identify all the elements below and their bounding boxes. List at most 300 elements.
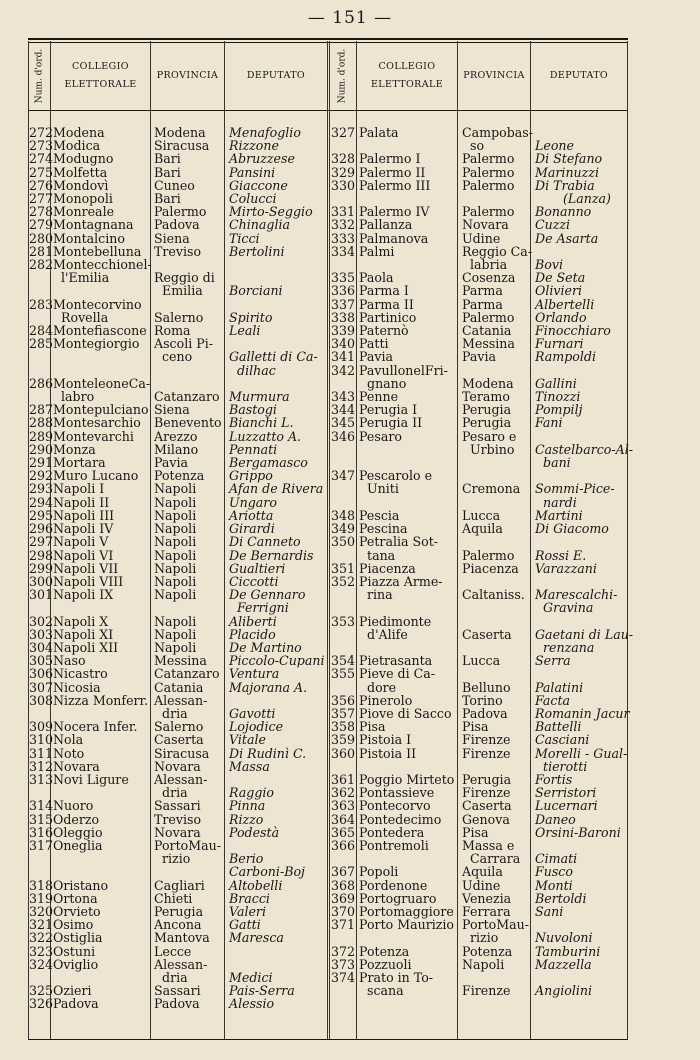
provincia-cell: Catania bbox=[462, 323, 512, 339]
collegio-cell: Palmanova bbox=[359, 230, 429, 246]
deputato-cell: Podestà bbox=[229, 824, 280, 840]
provincia-cell: Alessan- dria bbox=[154, 956, 208, 985]
collegio-cell: Pallanza bbox=[359, 217, 413, 233]
row-number: 276 bbox=[29, 177, 54, 193]
provincia-cell: Pavia bbox=[462, 349, 497, 365]
table-row bbox=[331, 945, 629, 958]
row-number: 311 bbox=[29, 745, 54, 761]
collegio-cell: Nola bbox=[53, 732, 84, 748]
row-number: 358 bbox=[331, 719, 356, 735]
table-row bbox=[331, 799, 629, 812]
deputato-cell: Di Giacomo bbox=[535, 521, 609, 537]
provincia-cell: Venezia bbox=[462, 890, 512, 906]
provincia-cell: Sassari bbox=[154, 798, 201, 814]
collegio-cell: Ostuni bbox=[53, 943, 96, 959]
collegio-cell: Palermo I bbox=[359, 151, 421, 167]
header-deputato-left: DEPUTATO bbox=[246, 69, 306, 81]
deputato-cell: Murmura bbox=[229, 389, 290, 405]
collegio-cell: Nizza Monferr. bbox=[53, 692, 149, 708]
deputato-cell: Gatti bbox=[229, 917, 261, 933]
collegio-cell: Pozzuoli bbox=[359, 956, 412, 972]
row-number: 303 bbox=[29, 626, 54, 642]
provincia-cell: Aquila bbox=[462, 521, 503, 537]
collegio-cell: Monreale bbox=[53, 204, 115, 220]
table-row bbox=[331, 232, 629, 245]
table-row bbox=[331, 126, 629, 152]
collegio-cell: Napoli III bbox=[53, 507, 115, 523]
table-row bbox=[331, 879, 629, 892]
row-number: 344 bbox=[331, 402, 356, 418]
provincia-cell: Perugia bbox=[462, 402, 512, 418]
collegio-cell: Muro Lucano bbox=[53, 468, 139, 484]
table-row bbox=[29, 958, 329, 984]
table-row bbox=[29, 298, 329, 324]
collegio-cell: Pistoia I bbox=[359, 732, 412, 748]
deputato-cell: Pais-Serra bbox=[229, 983, 295, 999]
deputato-cell: Majorana A. bbox=[229, 679, 308, 695]
deputato-cell: Di Trabia (Lanza) bbox=[535, 177, 611, 207]
deputato-cell: Rossi E. bbox=[535, 547, 587, 563]
table-row bbox=[29, 733, 329, 746]
deputato-cell: Raggio bbox=[229, 785, 275, 801]
table-row bbox=[331, 416, 629, 429]
table-row bbox=[331, 179, 629, 205]
table-row bbox=[29, 945, 329, 958]
deputato-cell: Finocchiaro bbox=[535, 323, 611, 339]
table-row bbox=[331, 575, 629, 615]
provincia-cell: Napoli bbox=[154, 626, 197, 642]
table-row bbox=[29, 892, 329, 905]
deputato-cell: Di Rudinì C. bbox=[229, 745, 307, 761]
row-number: 323 bbox=[29, 943, 54, 959]
collegio-cell: Oneglia bbox=[53, 837, 103, 853]
provincia-cell: Pesaro e Urbino bbox=[462, 428, 517, 457]
row-number: 337 bbox=[331, 296, 356, 312]
deputato-cell: Afan de Rivera bbox=[229, 481, 324, 497]
provincia-cell: Milano bbox=[154, 441, 199, 457]
provincia-cell: Napoli bbox=[154, 587, 197, 603]
row-number: 370 bbox=[331, 903, 356, 919]
collegio-cell: Popoli bbox=[359, 864, 399, 880]
collegio-cell: Perugia I bbox=[359, 402, 418, 418]
provincia-cell: Padova bbox=[154, 217, 200, 233]
provincia-cell: Messina bbox=[154, 653, 207, 669]
deputato-cell: Morelli - Gual- tierotti bbox=[535, 745, 628, 774]
row-number: 371 bbox=[331, 917, 356, 933]
row-number: 352 bbox=[331, 573, 356, 589]
provincia-cell: Siracusa bbox=[154, 745, 210, 761]
collegio-cell: Montefiascone bbox=[53, 323, 147, 339]
collegio-cell: Modugno bbox=[53, 151, 114, 167]
row-number: 287 bbox=[29, 402, 54, 418]
provincia-cell: Salerno bbox=[154, 309, 204, 325]
collegio-cell: Napoli XI bbox=[53, 626, 114, 642]
row-number: 367 bbox=[331, 864, 356, 880]
deputato-cell: Valeri bbox=[229, 903, 266, 919]
collegio-cell: Napoli IV bbox=[53, 521, 114, 537]
deputato-cell: Rizzo bbox=[229, 811, 264, 827]
provincia-cell: Napoli bbox=[462, 956, 505, 972]
deputato-cell: Cimati bbox=[535, 851, 578, 867]
provincia-cell: Alessan- dria bbox=[154, 771, 208, 801]
deputato-cell: Berio bbox=[229, 851, 264, 867]
collegio-cell: Pesaro bbox=[359, 428, 402, 444]
deputato-cell: Bracci bbox=[229, 890, 270, 906]
table-row bbox=[29, 549, 329, 562]
provincia-cell: Perugia bbox=[154, 903, 204, 919]
row-number: 327 bbox=[331, 125, 356, 140]
row-number: 372 bbox=[331, 943, 356, 959]
provincia-cell: Ferrara bbox=[462, 903, 511, 919]
collegio-cell: Perugia II bbox=[359, 415, 423, 431]
deputato-cell: Fortis bbox=[535, 771, 573, 787]
table-row bbox=[331, 166, 629, 179]
row-number: 275 bbox=[29, 164, 54, 180]
table-row bbox=[331, 892, 629, 905]
table-row bbox=[29, 879, 329, 892]
collegio-cell: Pordenone bbox=[359, 877, 428, 893]
collegio-cell: Pisa bbox=[359, 719, 386, 735]
table-row bbox=[29, 562, 329, 575]
provincia-cell: Ascoli Pi- ceno bbox=[154, 336, 214, 365]
table-row bbox=[29, 430, 329, 443]
row-number: 308 bbox=[29, 692, 54, 708]
row-number: 340 bbox=[331, 336, 356, 352]
collegio-cell: Pinerolo bbox=[359, 692, 413, 708]
deputato-cell: Bergamasco bbox=[229, 455, 308, 471]
row-number: 305 bbox=[29, 653, 54, 669]
deputato-cell: De Seta bbox=[535, 270, 586, 286]
collegio-cell: Napoli VIII bbox=[53, 573, 124, 589]
deputato-cell: Alessio bbox=[229, 996, 275, 1012]
collegio-cell: Modena bbox=[53, 125, 105, 140]
row-number: 281 bbox=[29, 243, 54, 259]
deputato-cell: Olivieri bbox=[535, 283, 583, 299]
provincia-cell: PortoMau- rizio bbox=[462, 917, 529, 946]
table-row bbox=[331, 364, 629, 390]
deputato-cell: Marescalchi- Gravina bbox=[535, 587, 618, 616]
row-number: 348 bbox=[331, 507, 356, 523]
row-number: 280 bbox=[29, 230, 54, 246]
table-row bbox=[331, 747, 629, 773]
row-number: 316 bbox=[29, 824, 54, 840]
provincia-cell: Parma bbox=[462, 296, 503, 312]
deputato-cell: Casciani bbox=[535, 732, 590, 748]
deputato-cell: Castelbarco-Al- bani bbox=[535, 441, 634, 471]
row-number: 295 bbox=[29, 507, 54, 523]
row-number: 299 bbox=[29, 560, 54, 576]
provincia-cell: Caltaniss. bbox=[462, 587, 525, 603]
deputato-cell: Piccolo-Cupani bbox=[229, 653, 325, 669]
row-number: 332 bbox=[331, 217, 356, 233]
deputato-cell: Romanin Jacur bbox=[535, 705, 630, 721]
row-number: 278 bbox=[29, 204, 54, 220]
deputato-cell: Furnari bbox=[535, 336, 584, 352]
table-row bbox=[29, 839, 329, 865]
collegio-cell: Pontedecimo bbox=[359, 811, 442, 827]
collegio-cell: Paternò bbox=[359, 323, 409, 339]
collegio-cell: Pieve di Ca- dore bbox=[359, 666, 436, 695]
row-number: 313 bbox=[29, 771, 54, 787]
table-row bbox=[29, 694, 329, 720]
collegio-cell: Palermo IV bbox=[359, 204, 430, 220]
collegio-cell: Noto bbox=[53, 745, 85, 761]
row-number: 288 bbox=[29, 415, 54, 431]
collegio-cell: Ortona bbox=[53, 890, 98, 906]
row-number: 293 bbox=[29, 481, 54, 497]
row-number: 301 bbox=[29, 587, 54, 603]
row-number: 286 bbox=[29, 375, 54, 391]
collegio-cell: Padova bbox=[53, 996, 99, 1012]
table-row bbox=[29, 931, 329, 944]
table-row bbox=[29, 482, 329, 495]
collegio-cell: Novara bbox=[53, 758, 100, 774]
right-table bbox=[331, 125, 634, 999]
row-number: 302 bbox=[29, 613, 54, 629]
provincia-cell: Genova bbox=[462, 811, 510, 827]
collegio-cell: Porto Maurizio bbox=[359, 917, 455, 933]
collegio-cell: Napoli II bbox=[53, 494, 110, 510]
deputato-cell: Pennati bbox=[229, 441, 278, 457]
provincia-cell: Salerno bbox=[154, 719, 204, 735]
row-number: 333 bbox=[331, 230, 356, 246]
provincia-cell: Mantova bbox=[154, 930, 210, 946]
row-number: 314 bbox=[29, 798, 54, 814]
deputato-cell: Ungaro bbox=[229, 494, 277, 510]
row-number: 285 bbox=[29, 336, 54, 352]
provincia-cell: Catanzaro bbox=[154, 666, 220, 682]
row-number: 289 bbox=[29, 428, 54, 444]
provincia-cell: Cosenza bbox=[462, 270, 516, 286]
table-row bbox=[29, 681, 329, 694]
provincia-cell: Perugia bbox=[462, 771, 512, 787]
header-collegio-left: COLLEGIO ELETTORALE bbox=[64, 60, 137, 90]
row-number: 306 bbox=[29, 666, 54, 682]
deputato-cell: Chinaglia bbox=[229, 217, 291, 233]
row-number: 298 bbox=[29, 547, 54, 563]
deputato-cell: Rizzone bbox=[229, 138, 279, 154]
row-number: 362 bbox=[331, 785, 356, 801]
row-number: 347 bbox=[331, 468, 356, 484]
provincia-cell: Napoli bbox=[154, 534, 197, 550]
row-number: 341 bbox=[331, 349, 356, 365]
collegio-cell: Oleggio bbox=[53, 824, 103, 840]
table-row bbox=[331, 694, 629, 707]
table-row bbox=[29, 218, 329, 231]
row-number: 350 bbox=[331, 534, 356, 550]
collegio-cell: Poggio Mirteto bbox=[359, 771, 455, 787]
provincia-cell: Modena bbox=[154, 125, 206, 140]
row-number: 365 bbox=[331, 824, 356, 840]
collegio-cell: Piacenza bbox=[359, 560, 416, 576]
collegio-cell: Prato in To- scana bbox=[359, 970, 434, 999]
deputato-cell: Gavotti bbox=[229, 705, 276, 721]
provincia-cell: Torino bbox=[462, 692, 503, 708]
provincia-cell: Siracusa bbox=[154, 138, 210, 154]
deputato-cell: Bertolini bbox=[229, 243, 285, 259]
deputato-cell: Marinuzzi bbox=[535, 164, 599, 180]
row-number: 355 bbox=[331, 666, 356, 682]
table-row bbox=[331, 733, 629, 746]
collegio-cell: Portogruaro bbox=[359, 890, 437, 906]
row-number: 361 bbox=[331, 771, 356, 787]
provincia-cell: Benevento bbox=[154, 415, 222, 431]
collegio-cell: Pescia bbox=[359, 507, 400, 523]
table-row bbox=[331, 839, 629, 865]
table-row bbox=[331, 469, 629, 509]
provincia-cell: Caserta bbox=[154, 732, 204, 748]
deputato-cell: Girardi bbox=[229, 521, 275, 537]
row-number: 272 bbox=[29, 125, 54, 140]
provincia-cell: Sassari bbox=[154, 983, 201, 999]
deputato-cell: De Asarta bbox=[535, 230, 599, 246]
provincia-cell: Lucca bbox=[462, 653, 501, 669]
deputato-cell: Leone bbox=[535, 138, 574, 154]
row-number: 330 bbox=[331, 177, 356, 193]
deputato-cell: Ariotta bbox=[229, 507, 274, 523]
deputato-cell: Gallini bbox=[535, 375, 577, 391]
provincia-cell: Cuneo bbox=[154, 177, 195, 193]
row-number: 363 bbox=[331, 798, 356, 814]
deputato-cell: Pompilj bbox=[535, 402, 583, 418]
row-number: 292 bbox=[29, 468, 54, 484]
table-row bbox=[29, 997, 329, 1010]
provincia-cell: Napoli bbox=[154, 507, 197, 523]
row-number: 294 bbox=[29, 494, 54, 510]
row-number: 334 bbox=[331, 243, 356, 259]
row-number: 356 bbox=[331, 692, 356, 708]
row-number: 339 bbox=[331, 323, 356, 339]
provincia-cell: PortoMau- rizio bbox=[154, 837, 221, 867]
row-number: 343 bbox=[331, 389, 356, 405]
deputato-cell: Tamburini bbox=[535, 943, 601, 959]
deputato-cell: Orsini-Baroni bbox=[535, 824, 621, 840]
deputato-cell: Maresca bbox=[229, 930, 284, 946]
collegio-cell: Naso bbox=[53, 653, 86, 669]
provincia-cell: Caserta bbox=[462, 798, 512, 814]
deputato-cell: Cuzzi bbox=[535, 217, 571, 233]
row-number: 315 bbox=[29, 811, 54, 827]
provincia-cell: Pavia bbox=[154, 455, 189, 471]
provincia-cell: Padova bbox=[154, 996, 200, 1012]
row-number: 273 bbox=[29, 138, 54, 154]
provincia-cell: Bari bbox=[154, 164, 181, 180]
provincia-cell: Napoli bbox=[154, 639, 197, 655]
provincia-cell: Napoli bbox=[154, 560, 197, 576]
row-number: 373 bbox=[331, 956, 356, 972]
table-row bbox=[29, 588, 329, 614]
deputato-cell: Bonanno bbox=[535, 204, 592, 220]
deputato-cell: Bertoldi bbox=[535, 890, 587, 906]
row-number: 351 bbox=[331, 560, 356, 576]
collegio-cell: Petralia Sot- tana bbox=[359, 534, 439, 563]
collegio-cell: Ozieri bbox=[53, 983, 92, 999]
provincia-cell: Novara bbox=[462, 217, 509, 233]
row-number: 328 bbox=[331, 151, 356, 167]
collegio-cell: Pontecorvo bbox=[359, 798, 431, 814]
collegio-cell: Partinico bbox=[359, 309, 417, 325]
provincia-cell: Napoli bbox=[154, 547, 197, 563]
deputato-cell: De Martino bbox=[229, 639, 302, 655]
deputato-cell: Martini bbox=[535, 507, 583, 523]
provincia-cell: Palermo bbox=[462, 309, 515, 325]
collegio-cell: Pescarolo e Uniti bbox=[359, 468, 433, 497]
collegio-cell: Montesarchio bbox=[53, 415, 141, 431]
deputato-cell: Aliberti bbox=[229, 613, 277, 629]
provincia-cell: Treviso bbox=[154, 811, 202, 827]
header-num-right: Num. d'ord. bbox=[337, 48, 348, 104]
provincia-cell: Perugia bbox=[462, 415, 512, 431]
collegio-cell: Nuoro bbox=[53, 798, 94, 814]
collegio-cell: MonteleoneCa- labro bbox=[53, 375, 151, 405]
row-number: 284 bbox=[29, 323, 54, 339]
collegio-cell: Nicastro bbox=[53, 666, 108, 682]
row-number: 319 bbox=[29, 890, 54, 906]
collegio-cell: Palmi bbox=[359, 243, 395, 259]
table-row bbox=[331, 667, 629, 693]
table-row bbox=[29, 232, 329, 245]
table-row bbox=[331, 350, 629, 363]
row-number: 331 bbox=[331, 204, 356, 220]
table-row bbox=[331, 971, 629, 997]
table-row bbox=[331, 826, 629, 839]
header-num-left: Num. d'ord. bbox=[34, 48, 45, 104]
table-row bbox=[29, 799, 329, 812]
provincia-cell: Roma bbox=[154, 323, 191, 339]
row-number: 326 bbox=[29, 996, 54, 1012]
collegio-cell: Parma II bbox=[359, 296, 414, 312]
header-collegio-right: COLLEGIO ELETTORALE bbox=[370, 60, 444, 90]
table-row bbox=[331, 562, 629, 575]
table-row bbox=[29, 152, 329, 165]
collegio-cell: Oviglio bbox=[53, 956, 99, 972]
table-row bbox=[29, 615, 329, 628]
provincia-cell: Caserta bbox=[462, 626, 512, 642]
deputato-cell: Ticci bbox=[229, 230, 260, 246]
deputato-cell: Carboni-Boj bbox=[229, 864, 305, 880]
row-number: 324 bbox=[29, 956, 54, 972]
deputato-cell: De Gennaro Ferrigni bbox=[229, 587, 306, 616]
provincia-cell: Pisa bbox=[462, 824, 489, 840]
row-number: 354 bbox=[331, 653, 356, 669]
collegio-cell: Penne bbox=[359, 389, 399, 405]
deputato-cell: Pansini bbox=[229, 164, 276, 180]
row-number: 310 bbox=[29, 732, 54, 748]
row-number: 349 bbox=[331, 521, 356, 537]
row-number: 325 bbox=[29, 983, 54, 999]
header-deputato-right: DEPUTATO bbox=[549, 69, 609, 81]
provincia-cell: Napoli bbox=[154, 521, 197, 537]
provincia-cell: Modena bbox=[462, 375, 514, 391]
collegio-cell: Palata bbox=[359, 125, 399, 140]
provincia-cell: Firenze bbox=[462, 785, 511, 801]
collegio-cell: Pavia bbox=[359, 349, 394, 365]
table-row bbox=[331, 613, 634, 655]
deputato-cell: Nuvoloni bbox=[535, 930, 593, 946]
deputato-cell: Lojodice bbox=[229, 719, 284, 735]
deputato-cell: Varazzani bbox=[535, 560, 597, 576]
provincia-cell: Ancona bbox=[154, 917, 202, 933]
deputato-cell: Bovi bbox=[535, 257, 563, 273]
deputato-cell: Galletti di Ca- dilhac bbox=[229, 349, 318, 378]
collegio-cell: Monopoli bbox=[53, 191, 113, 207]
table-row bbox=[331, 284, 629, 297]
bottom-rule bbox=[28, 1039, 628, 1040]
deputato-cell: Luzzatto A. bbox=[229, 428, 302, 444]
deputato-cell: Lucernari bbox=[535, 798, 598, 814]
deputato-cell: De Bernardis bbox=[229, 547, 314, 563]
provincia-cell: Piacenza bbox=[462, 560, 519, 576]
